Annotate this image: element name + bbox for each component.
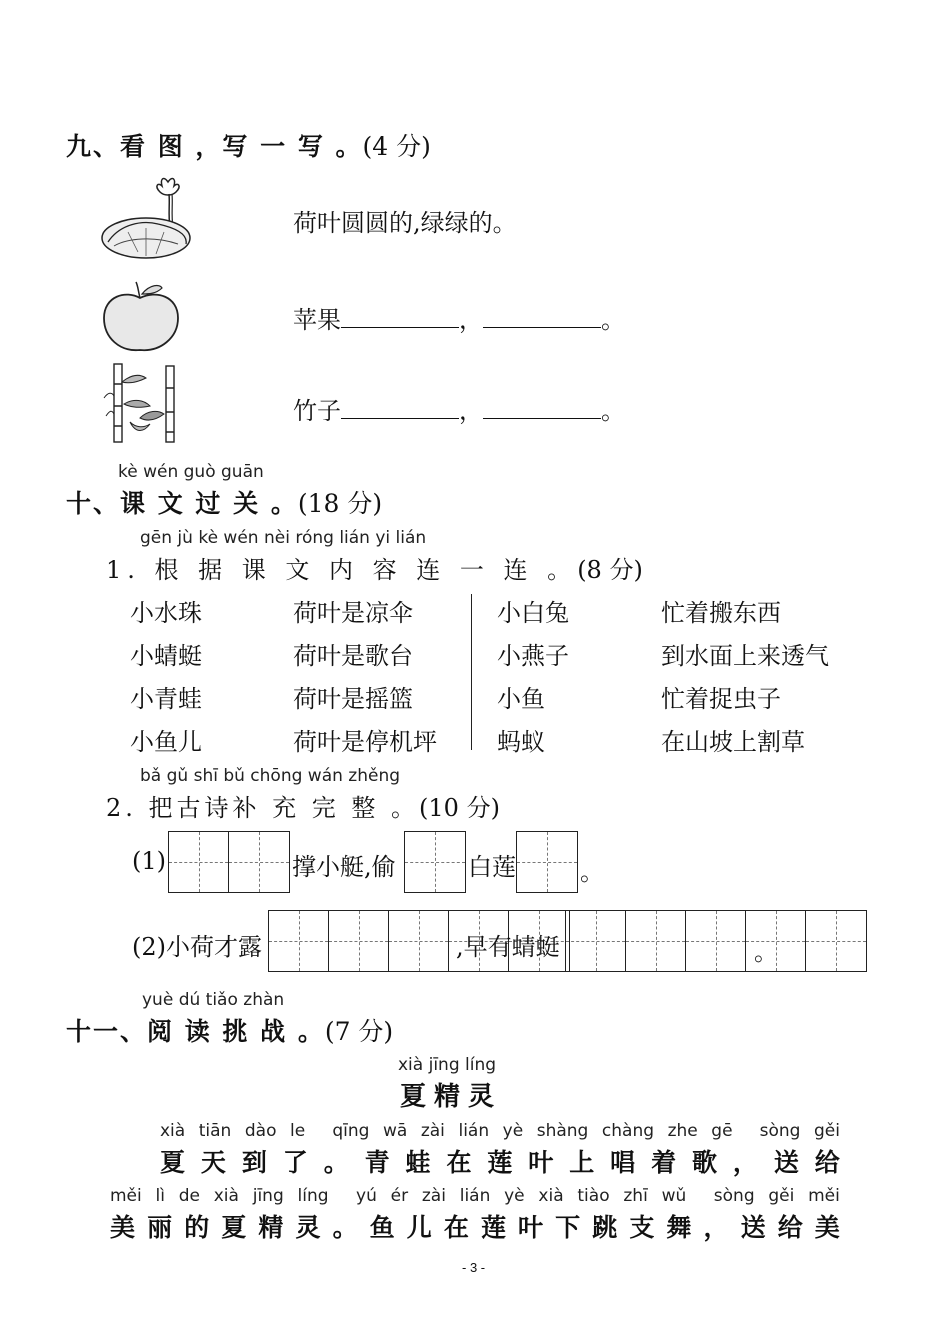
story-char: 唱 [610, 1148, 636, 1177]
story-char: 叶 [518, 1213, 544, 1242]
pinyin-syllable: yè [504, 1186, 525, 1206]
char-box[interactable] [405, 832, 465, 892]
pinyin-syllable: gěi [814, 1121, 840, 1141]
poem-1-grid-b[interactable] [404, 831, 466, 893]
story-char: 歌 [691, 1148, 717, 1177]
match-item[interactable]: 荷叶是歌台 [293, 642, 413, 670]
q1-score: (8 分) [577, 556, 643, 584]
section-11-heading [66, 1012, 393, 1048]
bamboo-icon [100, 362, 184, 444]
pinyin-syllable: wā [382, 1121, 408, 1141]
bamboo-blank-2[interactable] [483, 396, 601, 419]
match-item[interactable]: 忙着搬东西 [661, 599, 781, 627]
pinyin-syllable: le [290, 1121, 306, 1141]
pinyin-syllable: měi [808, 1186, 840, 1206]
story-char: 。 [332, 1213, 358, 1242]
story-char: 美 [110, 1213, 136, 1242]
match-item[interactable]: 蚂蚁 [497, 728, 545, 756]
pinyin-syllable: tiān [198, 1121, 232, 1141]
section-10-pinyin: kè wén guò guān [118, 462, 264, 482]
match-item[interactable]: 忙着捉虫子 [661, 685, 781, 713]
char-box[interactable] [626, 911, 686, 971]
poem-1-grid-c[interactable] [516, 831, 578, 893]
story-char: 了 [282, 1148, 308, 1177]
bamboo-label: 竹子 [293, 397, 341, 425]
row-lotus-text: 荷叶圆圆的,绿绿的。 [293, 209, 517, 237]
section-9-heading [66, 127, 431, 163]
poem-2-grid-b[interactable] [565, 910, 867, 972]
story-char: 在 [446, 1148, 472, 1177]
story-line-1 [160, 1143, 840, 1179]
match-item[interactable]: 荷叶是停机坪 [293, 728, 437, 756]
match-item[interactable]: 小蜻蜓 [130, 642, 202, 670]
poem-1-grid-a[interactable] [168, 831, 290, 893]
story-char: 莲 [480, 1213, 506, 1242]
pinyin-syllable: gěi [768, 1186, 795, 1206]
story-line-2 [110, 1208, 840, 1244]
section-10-title: 十、课 文 过 关 。 [66, 489, 298, 518]
char-box[interactable] [269, 911, 329, 971]
char-box[interactable] [169, 832, 229, 892]
apple-blank-1[interactable] [341, 305, 459, 328]
poem-2-end: 。 [754, 938, 778, 966]
bamboo-end: 。 [601, 397, 625, 425]
story-char: 鱼 [369, 1213, 395, 1242]
match-item[interactable]: 小青蛙 [130, 685, 202, 713]
story-char: 。 [323, 1148, 349, 1177]
story-char: 下 [555, 1213, 581, 1242]
q1-heading [106, 550, 643, 585]
pinyin-syllable: qīng [332, 1121, 370, 1141]
apple-icon [100, 278, 182, 354]
pinyin-syllable: dào [244, 1121, 277, 1141]
pinyin-syllable: sòng [713, 1186, 755, 1206]
pinyin-syllable: chàng [601, 1121, 655, 1141]
section-9-score: (4 分) [362, 132, 431, 161]
pinyin-syllable: lián [458, 1121, 490, 1141]
pinyin-syllable: xià [213, 1186, 239, 1206]
char-box[interactable] [229, 832, 289, 892]
story-char: 跳 [592, 1213, 618, 1242]
section-11-pinyin: yuè dú tiǎo zhàn [142, 990, 285, 1010]
match-item[interactable]: 在山坡上割草 [661, 728, 805, 756]
pinyin-syllable: lián [459, 1186, 491, 1206]
pinyin-syllable: zhe [667, 1121, 698, 1141]
poem-1-text-mid2: 白莲 [468, 853, 516, 881]
q2-score: (10 分) [419, 794, 500, 822]
pinyin-syllable: zài [420, 1121, 445, 1141]
char-box[interactable] [806, 911, 866, 971]
story-char: 给 [814, 1148, 840, 1177]
story-char: 儿 [406, 1213, 432, 1242]
story-title: 夏精灵 [400, 1082, 503, 1112]
pinyin-syllable: sòng [759, 1121, 801, 1141]
pinyin-syllable: yè [502, 1121, 524, 1141]
story-line-2-pinyin [110, 1186, 840, 1206]
match-item[interactable]: 荷叶是摇篮 [293, 685, 413, 713]
pinyin-syllable: xià [160, 1121, 186, 1141]
story-char: 给 [777, 1213, 803, 1242]
pinyin-syllable: zhī [623, 1186, 648, 1206]
char-box[interactable] [329, 911, 389, 971]
pinyin-syllable: de [178, 1186, 200, 1206]
story-char: 的 [184, 1213, 210, 1242]
pinyin-syllable: líng [297, 1186, 329, 1206]
section-9-title: 九、看 图 ，写 一 写 。 [66, 132, 363, 161]
story-char: 舞 [666, 1213, 692, 1242]
story-char: 上 [569, 1148, 595, 1177]
row-apple-line [293, 300, 625, 335]
page-number: - 3 - [462, 1260, 486, 1275]
match-item[interactable]: 小水珠 [130, 599, 202, 627]
story-char: 送 [740, 1213, 766, 1242]
char-box[interactable] [686, 911, 746, 971]
char-box[interactable] [389, 911, 449, 971]
story-char: 送 [773, 1148, 799, 1177]
story-char: 在 [443, 1213, 469, 1242]
match-item[interactable]: 荷叶是凉伞 [293, 599, 413, 627]
match-item[interactable]: 小鱼 [497, 685, 545, 713]
pinyin-syllable: tiào [577, 1186, 610, 1206]
story-char: ， [703, 1213, 729, 1242]
pinyin-syllable: měi [110, 1186, 142, 1206]
story-title-pinyin: xià jīng líng [398, 1055, 497, 1075]
section-10-score: (18 分) [297, 489, 383, 518]
story-char: 着 [651, 1148, 677, 1177]
q1-pinyin: gēn jù kè wén nèi róng lián yi lián [140, 528, 427, 548]
row-bamboo-line [293, 391, 625, 426]
story-line-1-pinyin [160, 1121, 840, 1141]
story-char: 夏 [221, 1213, 247, 1242]
pinyin-syllable: yú [356, 1186, 377, 1206]
section-11-title: 十一、阅 读 挑 战 。 [66, 1017, 325, 1046]
story-char: 支 [629, 1213, 655, 1242]
pinyin-syllable: ér [390, 1186, 409, 1206]
match-item[interactable]: 小白兔 [497, 599, 569, 627]
bamboo-comma: ， [459, 397, 483, 425]
lotus-leaf-icon [98, 172, 194, 264]
apple-blank-2[interactable] [483, 305, 601, 328]
pinyin-syllable: lì [155, 1186, 165, 1206]
apple-comma: ， [459, 306, 483, 334]
story-char: 青 [364, 1148, 390, 1177]
poem-2-text-mid: ,早有蜻蜓 [456, 933, 560, 961]
pinyin-syllable: gē [711, 1121, 733, 1141]
poem-2-text-start: 小荷才露 [166, 933, 262, 961]
char-box[interactable] [566, 911, 626, 971]
poem-1-end: 。 [580, 858, 604, 886]
bamboo-blank-1[interactable] [341, 396, 459, 419]
pinyin-syllable: wǔ [661, 1186, 687, 1206]
story-char: 精 [258, 1213, 284, 1242]
match-item[interactable]: 到水面上来透气 [661, 642, 829, 670]
q2-pinyin: bǎ gǔ shī bǔ chōng wán zhěng [140, 766, 401, 786]
story-char: 丽 [147, 1213, 173, 1242]
apple-end: 。 [601, 306, 625, 334]
story-char: 美 [814, 1213, 840, 1242]
poem-2-line-start [132, 927, 262, 962]
story-char: 灵 [295, 1213, 321, 1242]
story-char: 天 [200, 1148, 226, 1177]
pinyin-syllable: jīng [252, 1186, 284, 1206]
q2-heading [106, 788, 500, 823]
pinyin-syllable: xià [538, 1186, 564, 1206]
poem-2-number: (2) [132, 933, 166, 961]
section-10-heading [66, 484, 382, 520]
section-11-score: (7 分) [324, 1017, 394, 1046]
char-box[interactable] [517, 832, 577, 892]
match-item[interactable]: 小燕子 [497, 642, 569, 670]
pinyin-syllable: zài [421, 1186, 446, 1206]
q1-title: 1. 根 据 课 文 内 容 连 一 连 。 [106, 556, 578, 584]
poem-1-number: (1) [132, 847, 166, 875]
story-char: 蛙 [405, 1148, 431, 1177]
q2-title: 2. 把古诗补 充 完 整 。 [106, 794, 420, 822]
story-char: 叶 [528, 1148, 554, 1177]
story-char: 到 [241, 1148, 267, 1177]
story-char: 莲 [487, 1148, 513, 1177]
story-char: ， [732, 1148, 758, 1177]
poem-1-text-mid: 撑小艇,偷 [292, 853, 396, 881]
pinyin-syllable: shàng [536, 1121, 589, 1141]
story-char: 夏 [160, 1148, 186, 1177]
apple-label: 苹果 [293, 306, 341, 334]
match-divider [471, 594, 472, 750]
match-item[interactable]: 小鱼儿 [130, 728, 202, 756]
